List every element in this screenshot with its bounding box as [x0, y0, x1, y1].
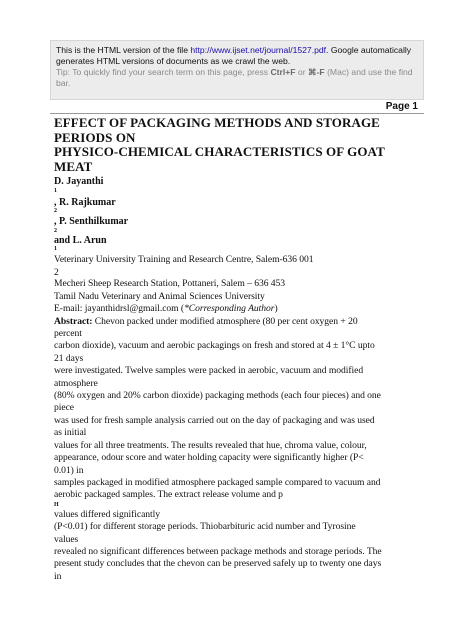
title-line-1: EFFECT OF PACKAGING METHODS AND STORAGE [54, 115, 380, 130]
contact-email: E-mail: jayanthidrsl@gmail.com (*Corresponding Author) [54, 303, 278, 315]
abstract-line: values for all three treatments. The results revealed that hue, chroma value, colour, [54, 439, 367, 451]
abstract-line: atmosphere [54, 377, 98, 389]
abstract-line: was used for fresh sample analysis carried out on the day of packaging and was used [54, 414, 375, 426]
abstract-line: percent [54, 328, 82, 340]
abstract-line: samples packaged in modified atmosphere packaged sample compared to vacuum and [54, 476, 381, 488]
find-tip-line-2: bar. [56, 78, 71, 88]
abstract-line: as initial [54, 427, 87, 439]
abstract-line: appearance, odour score and water holding capacity were significantly higher (P< [54, 452, 364, 464]
abstract-label: Abstract: [54, 315, 93, 327]
ph-subscript: H [54, 501, 59, 508]
abstract-line: aerobic packaged samples. The extract release volume and p [54, 489, 283, 501]
abstract-line: revealed no significant differences between package methods and storage periods. The [54, 545, 382, 557]
author-3: , P. Senthilkumar [54, 216, 129, 227]
paper-title [54, 116, 426, 174]
abstract-line: (P<0.01) for different storage periods. Thiobarbituric acid number and Tyrosine [54, 521, 356, 533]
abstract-line: present study concludes that the chevon can be preserved safely up to twenty one days [54, 558, 382, 570]
author-2: , R. Rajkumar [54, 196, 116, 208]
cache-notice-line-2: generates HTML versions of documents as we crawl the web. [56, 56, 291, 66]
author-1: D. Jayanthi [54, 176, 104, 187]
cmd-f-shortcut: ⌘-F [307, 67, 325, 77]
cache-notice-line-1: This is the HTML version of the file http://www.ijset.net/journal/1527.pdf. Google automatically [56, 45, 412, 55]
page-number-label: Page 1 [385, 101, 418, 112]
author-4: and L. Arun [54, 234, 107, 246]
abstract-line: 0.01) in [54, 464, 84, 476]
author-1-affiliation-mark: 1 [54, 187, 57, 194]
abstract-line: values differed significantly [54, 508, 161, 520]
abstract-line: in [54, 570, 62, 582]
abstract-line: 21 days [54, 352, 84, 364]
cache-notice-banner [50, 40, 424, 100]
title-line-2: PERIODS ON [54, 129, 136, 145]
abstract [54, 316, 426, 584]
affiliation-1: Veterinary University Training and Research Centre, Salem-636 001 [54, 254, 314, 265]
ctrl-f-shortcut: Ctrl+F [270, 67, 296, 77]
abstract-line: were investigated. Twelve samples were packed in aerobic, vacuum and modified [54, 365, 364, 377]
abstract-line: (80% oxygen and 20% carbon dioxide) packaging methods (each four pieces) and one [54, 390, 381, 402]
abstract-line: Abstract: Chevon packed under modified atmosphere (80 per cent oxygen + 20 [54, 315, 358, 327]
affiliations [54, 254, 426, 316]
abstract-line: piece [54, 402, 74, 414]
author-4-affiliation-mark: 1 [54, 246, 57, 252]
source-pdf-link[interactable]: http://www.ijset.net/journal/1527.pdf [190, 45, 327, 55]
author-list [54, 176, 426, 253]
author-2-affiliation-mark: 2 [54, 208, 57, 214]
find-tip-line: Tip: To quickly find your search term on this page, press Ctrl+F or ⌘-F (Mac) and use the find [56, 67, 413, 77]
title-line-3: PHYSICO-CHEMICAL CHARACTERISTICS OF GOAT MEAT [54, 144, 385, 174]
affiliation-2: Mecheri Sheep Research Station, Pottaneri, Salem – 636 453 [54, 278, 286, 290]
university-name: Tamil Nadu Veterinary and Animal Sciences University [54, 290, 265, 302]
page-divider [50, 113, 424, 114]
affiliation-2-mark: 2 [54, 267, 59, 279]
abstract-line: carbon dioxide), vacuum and aerobic packagings on fresh and stored at 4 ± 1°C upto [54, 340, 375, 352]
abstract-line: values [54, 533, 79, 545]
paper-body [54, 116, 426, 583]
author-3-affiliation-mark: 2 [54, 227, 57, 234]
